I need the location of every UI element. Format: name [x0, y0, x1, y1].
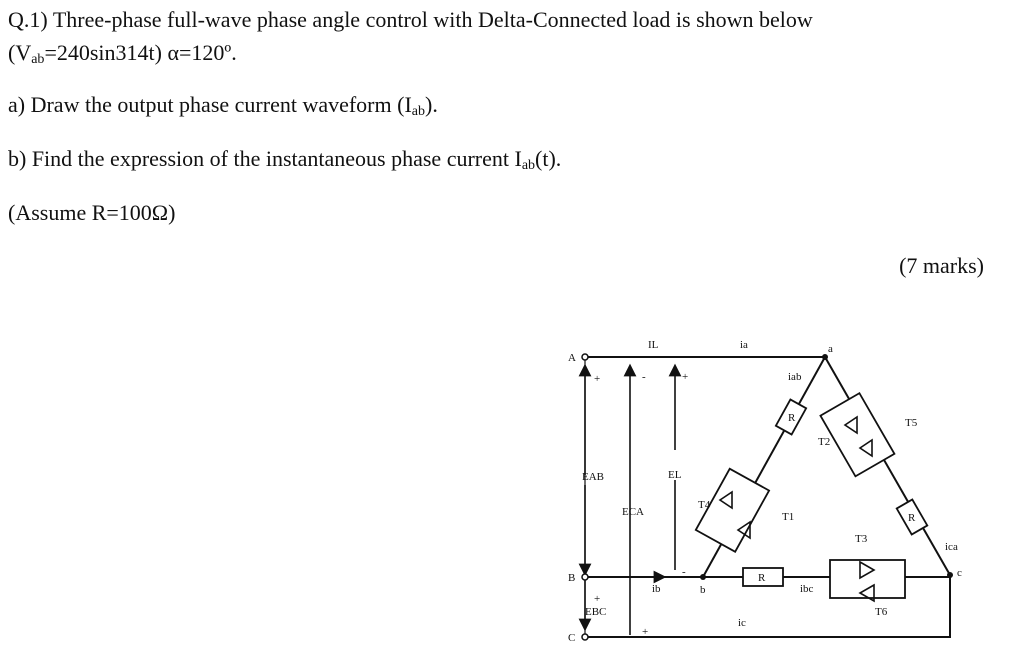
label-EAB: EAB [582, 471, 604, 483]
terminal-C [582, 634, 588, 640]
label-IL: IL [648, 339, 659, 351]
label-c: c [957, 567, 962, 579]
marks-label: (7 marks) [899, 253, 984, 278]
label-T3: T3 [855, 533, 868, 545]
branch-ac [825, 357, 950, 575]
circuit-diagram [560, 330, 980, 655]
part-a: a) Draw the output phase current waveform $(I_{ab})$. [8, 92, 438, 119]
label-iab: iab [788, 371, 802, 383]
question-number: Q.1) [8, 7, 48, 32]
label-a: a [828, 343, 833, 355]
label-B: B [568, 572, 576, 584]
terminal-A [582, 354, 588, 360]
question-title [8, 7, 813, 33]
svg-text:-: - [682, 566, 686, 578]
svg-text:+: + [594, 593, 601, 605]
svg-text:-: - [642, 371, 646, 383]
label-T5: T5 [905, 417, 918, 429]
label-C: C [568, 632, 576, 644]
label-ib: ib [652, 583, 661, 595]
label-b: b [700, 584, 706, 596]
given-values: $(V_{ab}=240\sin 314t)$ α=120º. [8, 40, 237, 67]
label-EBC: EBC [585, 606, 607, 618]
question-text: Three-phase full-wave phase angle control with Delta-Connected load is shown below [52, 7, 813, 32]
label-A: A [568, 352, 576, 364]
label-ica: ica [945, 541, 958, 553]
label-R-ca: R [908, 512, 916, 524]
terminal-B [582, 574, 588, 580]
node-c-dot [947, 572, 953, 578]
label-ia: ia [740, 339, 748, 351]
node-b-dot [700, 574, 706, 580]
label-ECA: ECA [622, 506, 644, 518]
label-ic: ic [738, 617, 746, 629]
label-ibc: ibc [800, 583, 814, 595]
label-R-bc: R [758, 572, 766, 584]
thyristor-pair-T2T5 [820, 393, 894, 476]
svg-text:+: + [594, 373, 601, 385]
label-T2: T2 [818, 436, 831, 448]
assumption: (Assume R=100Ω) [8, 200, 176, 225]
label-T4: T4 [698, 499, 711, 511]
label-EL: EL [668, 469, 682, 481]
svg-text:+: + [642, 626, 649, 638]
label-T1: T1 [782, 511, 795, 523]
label-T6: T6 [875, 606, 888, 618]
svg-text:+: + [682, 371, 689, 383]
label-R-ab: R [788, 412, 796, 424]
part-b: b) Find the expression of the instantaneous phase current $I_{ab}(t)$. [8, 146, 562, 173]
